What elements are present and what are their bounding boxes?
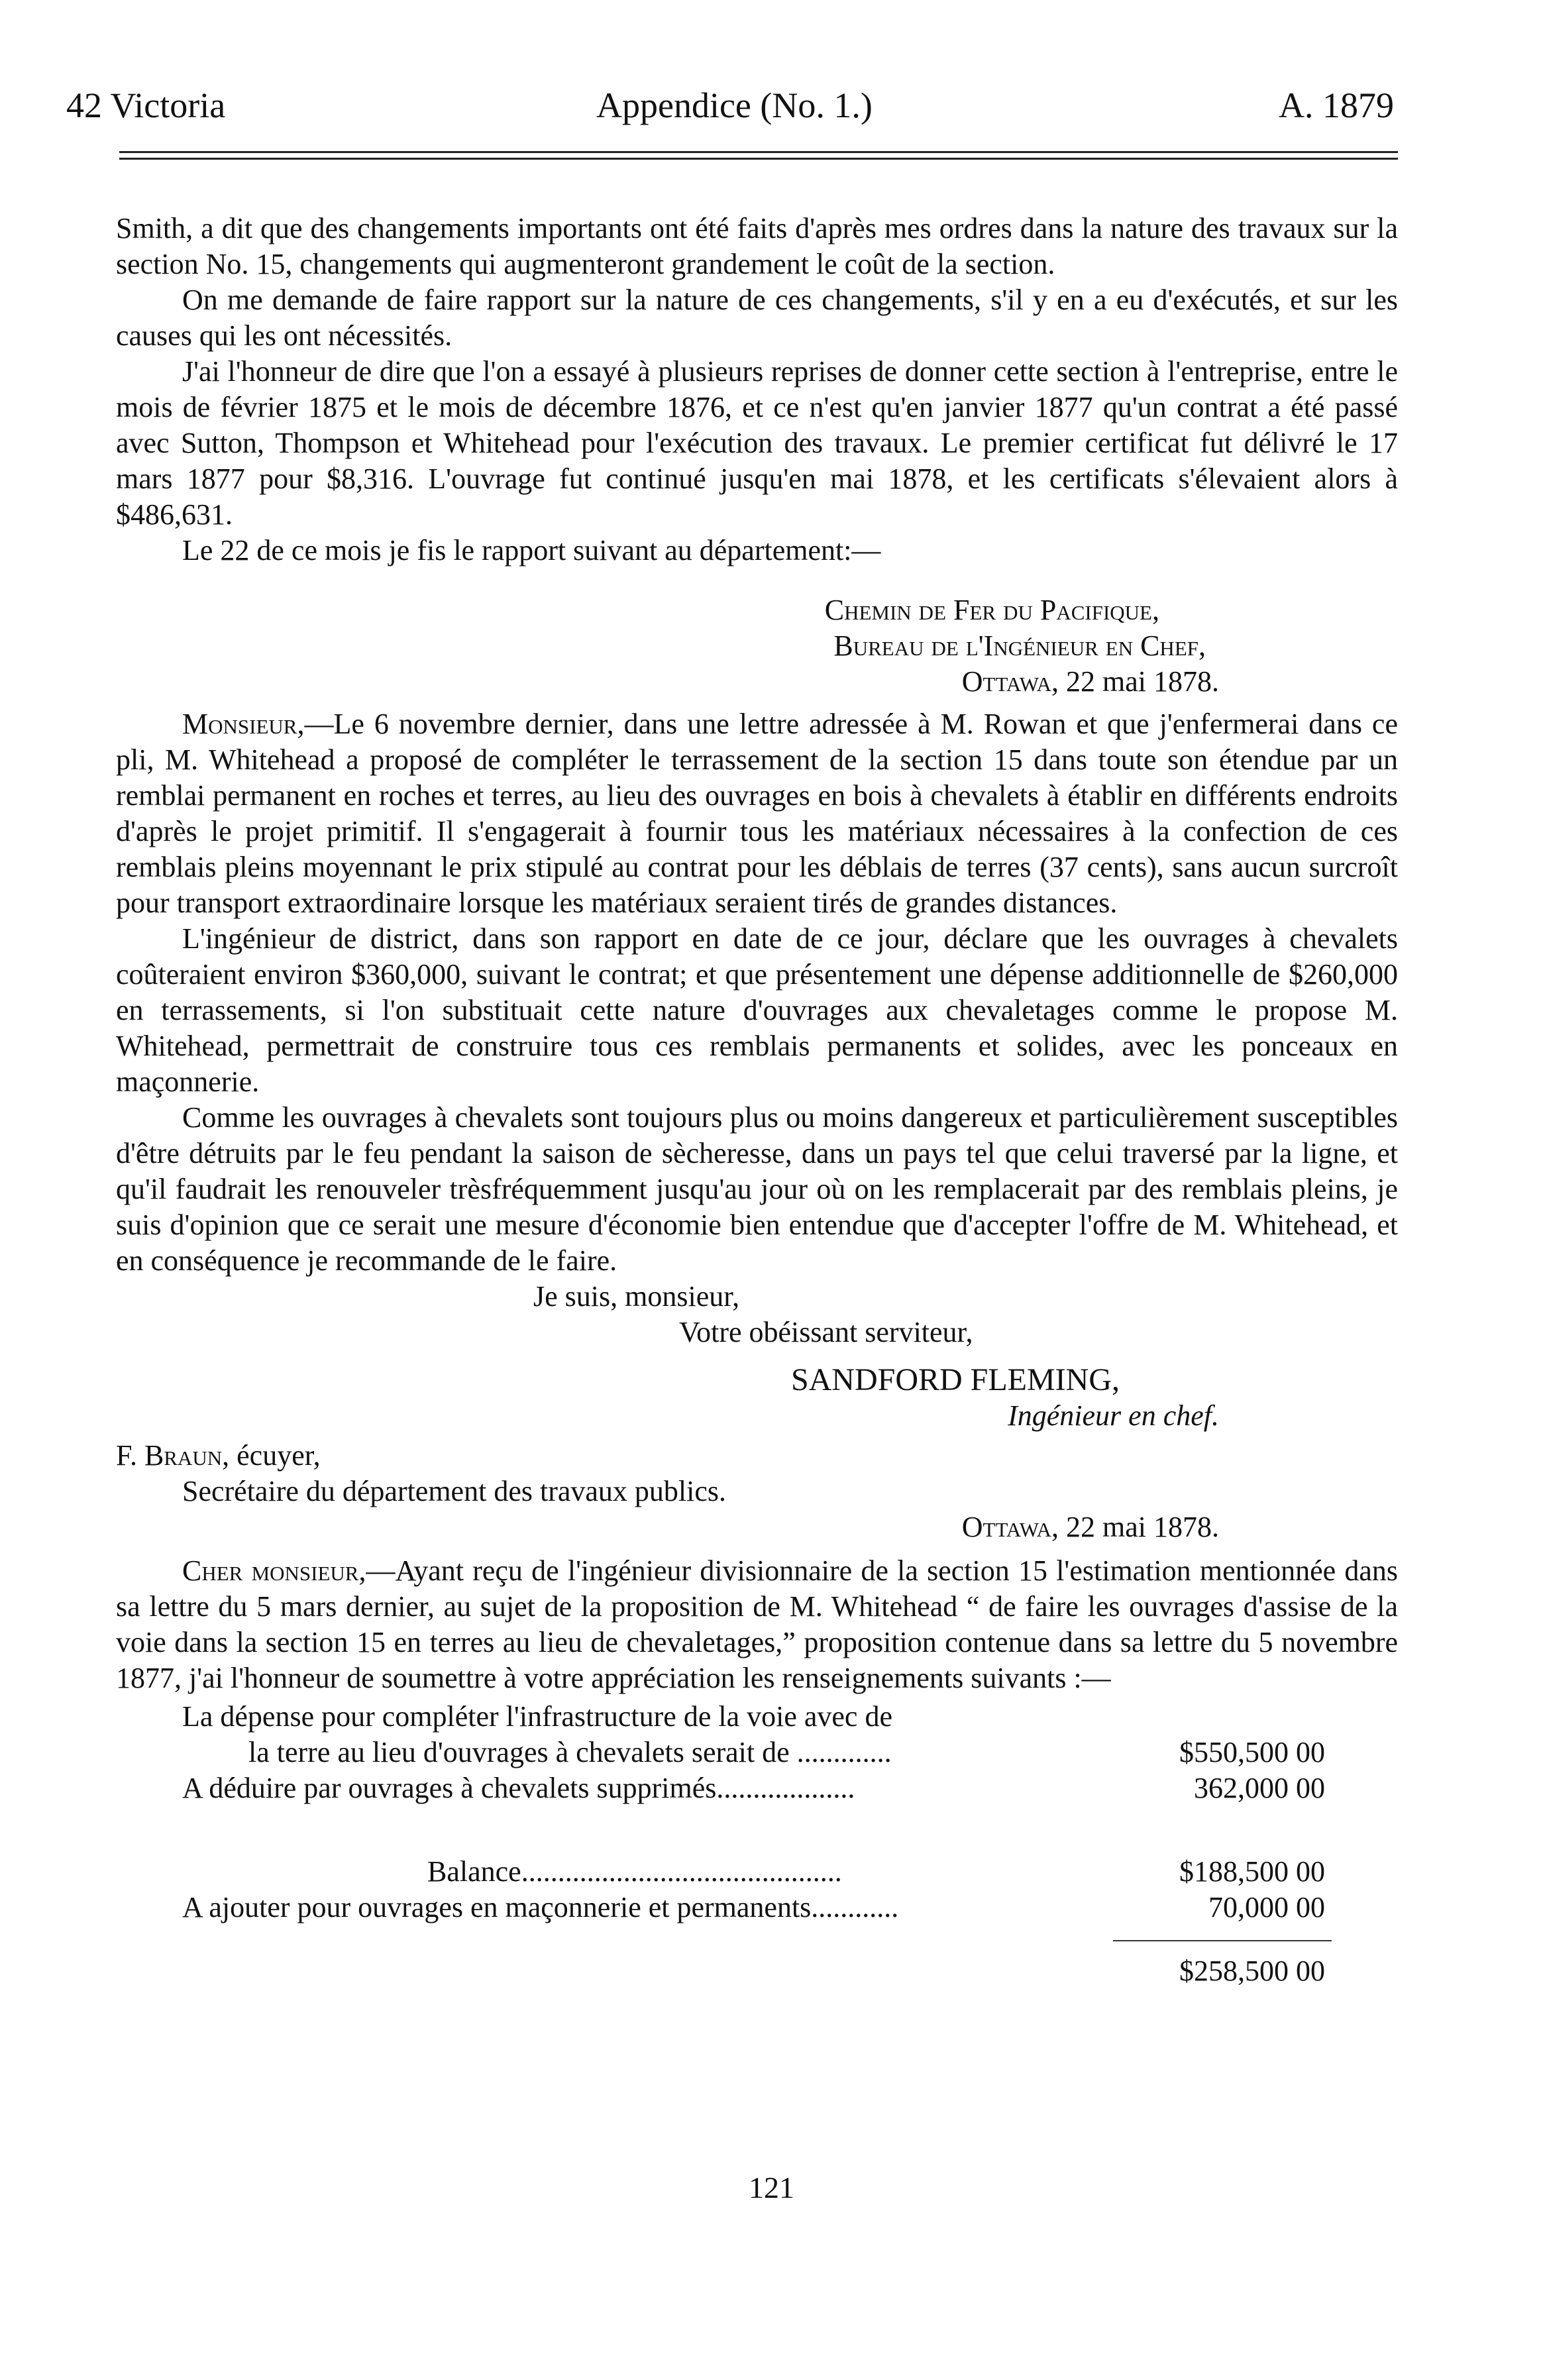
letter-closing: Je suis, monsieur, bbox=[533, 1280, 740, 1313]
letter-recipient-title: Secrétaire du département des travaux publics. bbox=[182, 1475, 727, 1507]
header-session: 42 Victoria bbox=[66, 85, 226, 125]
letter-2 bbox=[116, 1509, 1398, 1989]
header-appendix: Appendice (No. 1.) bbox=[596, 85, 873, 125]
ledger-amount-deduct: 362,000 00 bbox=[1194, 1772, 1325, 1804]
cost-ledger bbox=[116, 1699, 1398, 1989]
letter2-salutation: Cher monsieur, bbox=[182, 1554, 366, 1587]
letter-body-1: Monsieur,—Le 6 novembre dernier, dans une lettre adressée à M. Rowan et que j'enfermerai dans ce pli, M. Whitehead a proposé de compléter le terrassement de la section 15 dans toute son étendue par un remblai permanent en roches et terres, au lieu des ouvrages en bois à chevalets à établir en différents endroits d'après le projet primitif. Il s'engagerait à fournir tous les matériaux nécessaires à la confection de ces remblais pleins moyennant le prix stipulé au contrat pour les déblais de terres (37 cents), sans aucun surcroît pour transport extraordinaire lorsque les matériaux seraient tirés de grandes distances. bbox=[116, 708, 1398, 919]
ledger-row-expense-b: la terre au lieu d'ouvrages à chevalets serait de ............. $550,500 00 bbox=[116, 1735, 1398, 1770]
ledger-amount-expense: $550,500 00 bbox=[1179, 1736, 1325, 1768]
intro-paragraph-4: Le 22 de ce mois je fis le rapport suivant au département:— bbox=[182, 534, 881, 567]
header-rule-bottom bbox=[119, 158, 1398, 160]
recipient-name: F. Braun, bbox=[116, 1439, 230, 1472]
text-column bbox=[116, 211, 1398, 1989]
ledger-total-rule bbox=[1113, 1940, 1332, 1941]
letter-address-line-2: Bureau de l'Ingénieur en Chef, bbox=[833, 629, 1206, 662]
recipient-suffix: écuyer, bbox=[229, 1439, 321, 1472]
intro-paragraph-1: Smith, a dit que des changements importants ont été faits d'après mes ordres dans la nature des travaux sur la section No. 15, changements qui augmenteront grandement le coût de la section. bbox=[116, 212, 1398, 280]
letter-salutation: Monsieur, bbox=[182, 708, 305, 740]
ledger-row-balance: Balance............................................ $188,500 00 bbox=[116, 1854, 1398, 1890]
ledger-row-total bbox=[116, 1953, 1398, 1989]
page-number: 121 bbox=[749, 2171, 794, 2204]
intro-paragraph-3: J'ai l'honneur de dire que l'on a essayé à plusieurs reprises de donner cette section à l'entreprise, entre le mois de février 1875 et le mois de décembre 1876, et ce n'est qu'en janvier 1877 qu'un contrat a été passé avec Sutton, Thompson et Whitehead pour l'exécution des travaux. Le premier certificat fut délivré le 17 mars 1877 pour $8,316. L'ouvrage fut continué jusqu'en mai 1878, et les certificats s'élevaient alors à $486,631. bbox=[116, 355, 1398, 531]
ledger-amount-add: 70,000 00 bbox=[1208, 1891, 1325, 1923]
letter-address-line-1: Chemin de Fer du Pacifique, bbox=[824, 594, 1159, 626]
letter-body-3: Comme les ouvrages à chevalets sont toujours plus ou moins dangereux et particulièrement susceptibles d'être détruits par le feu pendant la saison de sècheresse, dans un pays tel que celui traversé par la ligne, et qu'il faudrait les renouveler trèsfréquemment jusqu'au jour où on les remplacerait par des remblais pleins, je suis d'opinion que ce serait une mesure d'économie bien entendue que d'accepter l'offre de M. Whitehead, et en conséquence je recommande de le faire. bbox=[116, 1101, 1398, 1277]
ledger-amount-total: $258,500 00 bbox=[1179, 1955, 1325, 1987]
ledger-row-expense-a: La dépense pour compléter l'infrastructure de la voie avec de bbox=[182, 1700, 892, 1733]
header-year: A. 1879 bbox=[1279, 85, 1394, 125]
ledger-row-add: A ajouter pour ouvrages en maçonnerie et permanents............ 70,000 00 bbox=[116, 1890, 1398, 1925]
letter-signature: SANDFORD FLEMING, bbox=[790, 1362, 1120, 1397]
letter2-date: 22 mai 1878. bbox=[1066, 1511, 1219, 1543]
letter2-body: Cher monsieur,—Ayant reçu de l'ingénieur divisionnaire de la section 15 l'estimation mentionnée dans sa lettre du 5 mars dernier, au sujet de la proposition de M. Whitehead “ de faire les ouvrages d'assise de la voie dans la section 15 en terres au lieu de chevaletages,” proposition contenue dans sa lettre du 5 novembre 1877, j'ai l'honneur de soumettre à votre appréciation les renseignements suivants :— bbox=[116, 1554, 1399, 1694]
intro-paragraph-2: On me demande de faire rapport sur la nature de ces changements, s'il y en a eu d'exécutés, et sur les causes qui les ont nécessités. bbox=[116, 284, 1398, 352]
letter-dateline bbox=[116, 664, 1398, 700]
letter-body-2: L'ingénieur de district, dans son rapport en date de ce jour, déclare que les ouvrages à chevalets coûteraient environ $360,000, suivant le contrat; et que présentement une dépense additionnelle de $260,000 en terrassements, si l'on substituait cette nature d'ouvrages aux chevaletages comme le propose M. Whitehead, permettrait de construire tous ces remblais permanents et solides, avec les ponceaux en maçonnerie. bbox=[116, 922, 1398, 1098]
header-rule-top bbox=[119, 151, 1398, 153]
running-header bbox=[66, 85, 1405, 138]
letter-1 bbox=[116, 592, 1398, 1509]
letter-place: Ottawa, bbox=[961, 665, 1059, 698]
letter-signature-title: Ingénieur en chef. bbox=[1008, 1399, 1219, 1432]
letter-date: 22 mai 1878. bbox=[1066, 665, 1219, 698]
ledger-row-deduct: A déduire par ouvrages à chevalets supprimés................... 362,000 00 bbox=[116, 1770, 1398, 1806]
letter-recipient bbox=[116, 1438, 1398, 1474]
letter-closing-2: Votre obéissant serviteur, bbox=[679, 1316, 973, 1348]
letter2-place: Ottawa, bbox=[961, 1511, 1059, 1543]
ledger-amount-balance: $188,500 00 bbox=[1179, 1855, 1325, 1888]
letter2-dateline bbox=[116, 1509, 1398, 1545]
